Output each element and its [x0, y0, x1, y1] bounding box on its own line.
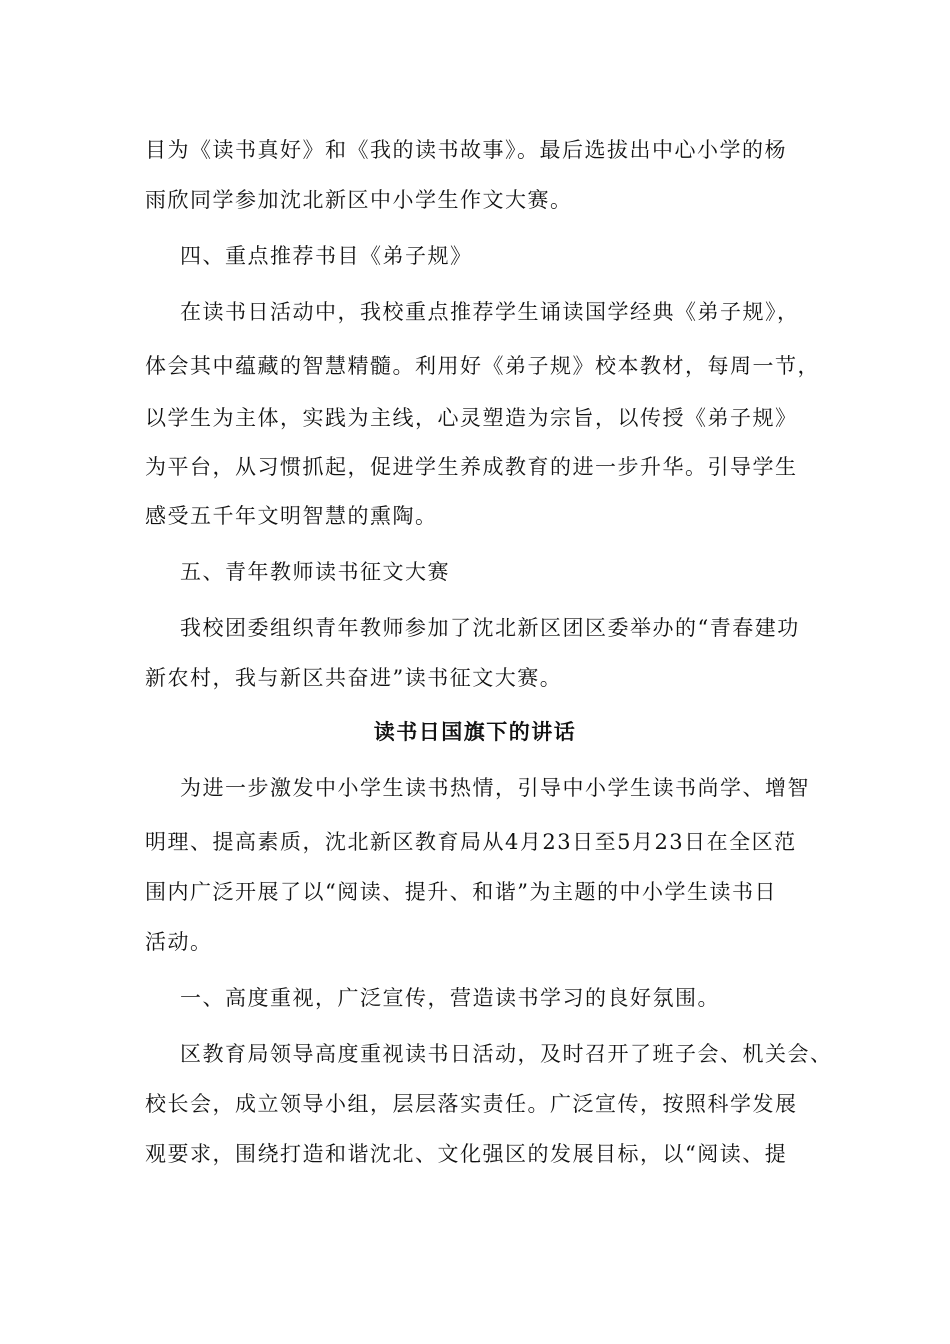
paragraph-line: 为进一步激发中小学生读书热情，引导中小学生读书尚学、增智 — [180, 776, 810, 800]
section-heading: 一、高度重视，广泛宣传，营造读书学习的良好氛围。 — [180, 986, 720, 1010]
paragraph-line: 目为《读书真好》和《我的读书故事》。最后选拔出中心小学的杨 — [145, 138, 787, 162]
section-heading: 四、重点推荐书目《弟子规》 — [180, 244, 473, 268]
paragraph-line: 校长会，成立领导小组，层层落实责任。广泛宣传，按照科学发展 — [145, 1092, 798, 1116]
paragraph-line: 雨欣同学参加沈北新区中小学生作文大赛。 — [145, 188, 573, 212]
paragraph-line: 观要求，围绕打造和谐沈北、文化强区的发展目标，以“阅读、提 — [145, 1142, 788, 1166]
paragraph-line: 以学生为主体，实践为主线，心灵塑造为宗旨，以传授《弟子规》 — [145, 406, 798, 430]
paragraph-line: 围内广泛开展了以“阅读、提升、和谐”为主题的中小学生读书日 — [145, 880, 777, 904]
paragraph-line: 明理、提高素质，沈北新区教育局从4月23日至5月23日在全区范 — [145, 830, 797, 854]
section-heading: 五、青年教师读书征文大赛 — [180, 560, 450, 584]
paragraph-line: 活动。 — [145, 930, 213, 954]
paragraph-line: 在读书日活动中，我校重点推荐学生诵读国学经典《弟子规》， — [180, 300, 800, 324]
paragraph-line: 感受五千年文明智慧的熏陶。 — [145, 504, 438, 528]
paragraph-line: 新农村，我与新区共奋进”读书征文大赛。 — [145, 666, 563, 690]
paragraph-line: 为平台，从习惯抓起，促进学生养成教育的进一步升华。引导学生 — [145, 455, 798, 479]
paragraph-line: 区教育局领导高度重视读书日活动，及时召开了班子会、机关会、 — [180, 1042, 833, 1066]
paragraph-line: 体会其中蕴藏的智慧精髓。利用好《弟子规》校本教材，每周一节， — [145, 354, 820, 378]
paragraph-line: 我校团委组织青年教师参加了沈北新区团区委举办的“青春建功 — [180, 616, 800, 640]
document-title: 读书日国旗下的讲话 — [373, 719, 577, 744]
